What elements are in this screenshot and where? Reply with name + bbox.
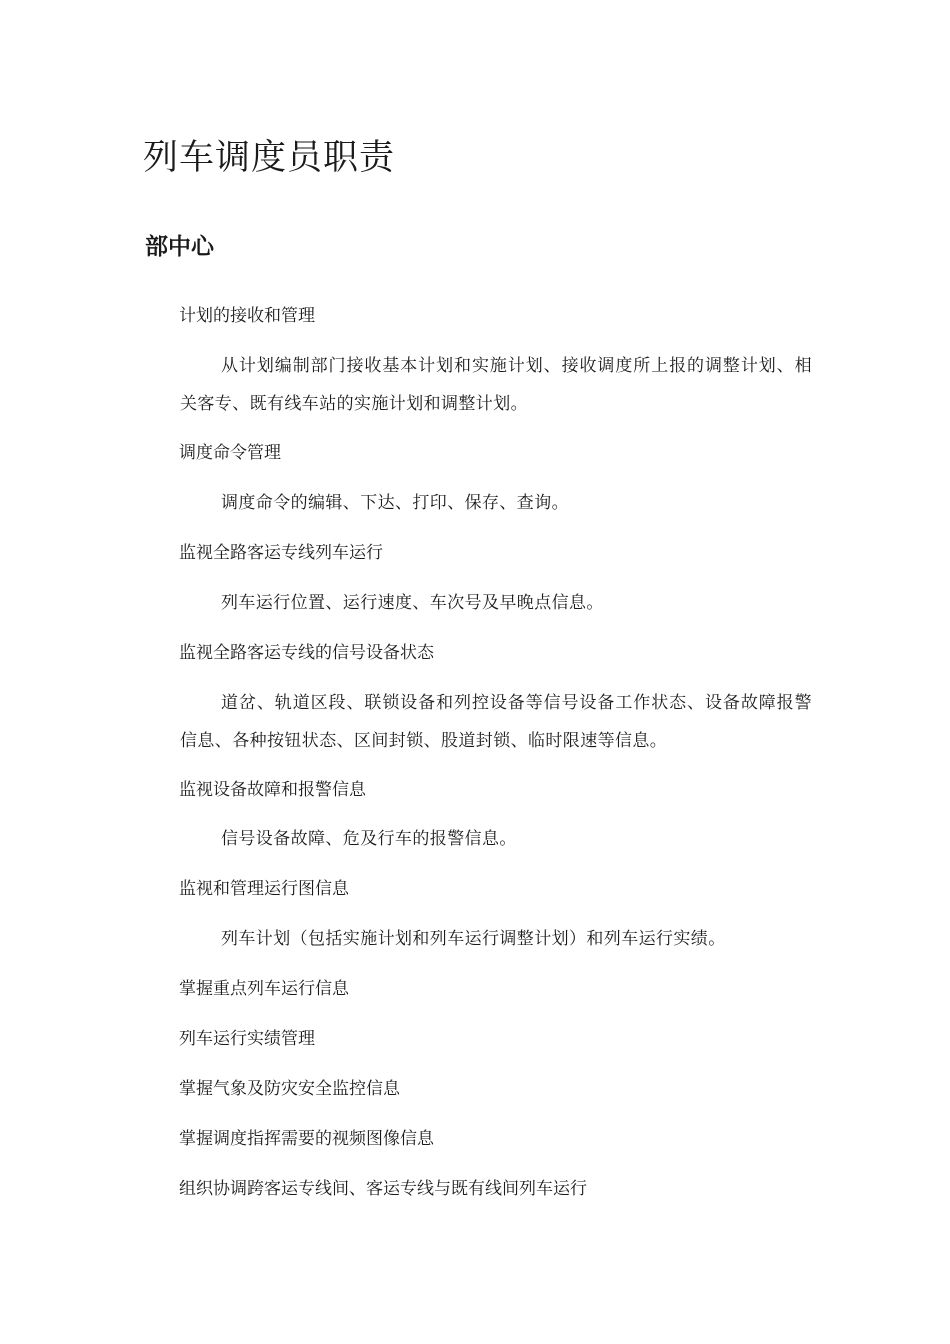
item-heading-plan-management: 计划的接收和管理: [179, 306, 315, 326]
item-body-dispatch-orders: 调度命令的编辑、下达、打印、保存、查询。: [221, 493, 569, 513]
item-body-monitor-signal-equipment: 道岔、轨道区段、联锁设备和列控设备等信号设备工作状态、设备故障报警信息、各种按钮状态、区间封锁、股道封锁、临时限速等信息。: [180, 693, 812, 751]
item-body-monitor-faults-alarms: 信号设备故障、危及行车的报警信息。: [221, 829, 517, 849]
item-body-plan-management: 从计划编制部门接收基本计划和实施计划、接收调度所上报的调整计划、相关客专、既有线车站的实施计划和调整计划。: [180, 356, 812, 414]
item-heading-monitor-train-operation: 监视全路客运专线列车运行: [179, 543, 383, 563]
item-heading-monitor-faults-alarms: 监视设备故障和报警信息: [179, 780, 366, 800]
document-title: 列车调度员职责: [143, 138, 396, 178]
item-body-operation-diagram: 列车计划（包括实施计划和列车运行调整计划）和列车运行实绩。: [221, 929, 726, 949]
item-heading-operation-record: 列车运行实绩管理: [179, 1029, 315, 1049]
item-heading-key-trains: 掌握重点列车运行信息: [179, 979, 349, 999]
item-heading-dispatch-orders: 调度命令管理: [179, 443, 281, 463]
item-heading-video-info: 掌握调度指挥需要的视频图像信息: [179, 1129, 434, 1149]
item-heading-cross-line-coordination: 组织协调跨客运专线间、客运专线与既有线间列车运行: [179, 1179, 587, 1199]
item-heading-operation-diagram: 监视和管理运行图信息: [179, 879, 349, 899]
item-heading-monitor-signal-equipment: 监视全路客运专线的信号设备状态: [179, 643, 434, 663]
item-body-monitor-train-operation: 列车运行位置、运行速度、车次号及早晚点信息。: [221, 593, 604, 613]
item-heading-weather-safety: 掌握气象及防灾安全监控信息: [179, 1079, 400, 1099]
section-heading: 部中心: [145, 234, 214, 260]
